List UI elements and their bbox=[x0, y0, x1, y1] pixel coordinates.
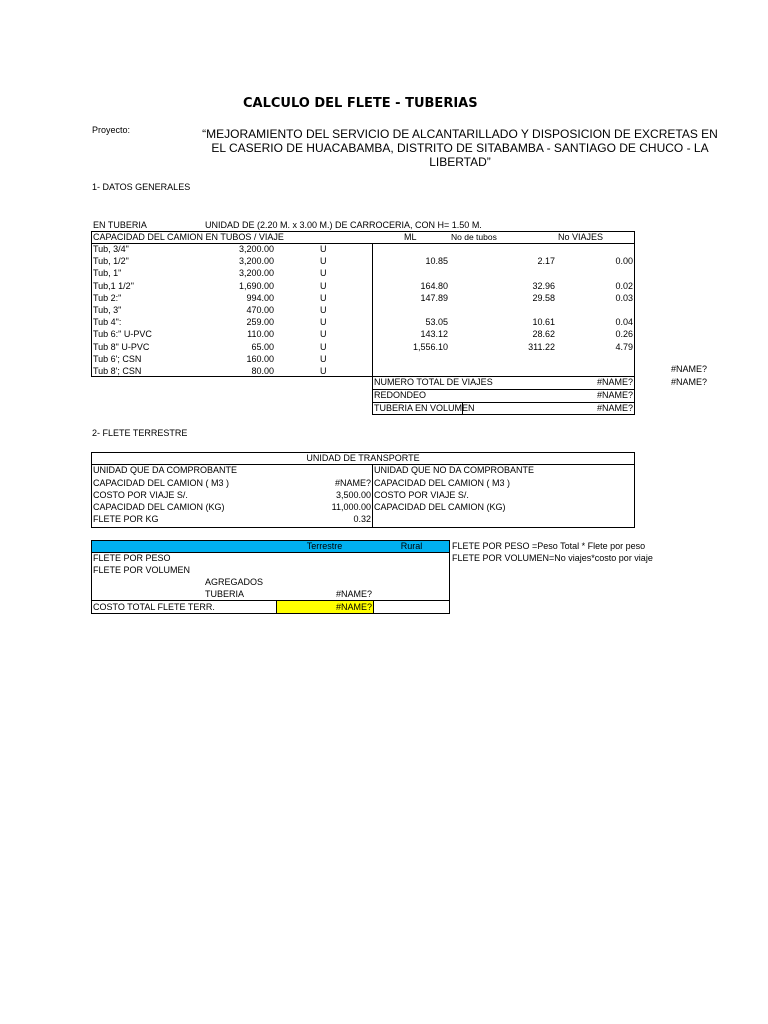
transporte-left-label-0: UNIDAD QUE DA COMPROBANTE bbox=[93, 465, 238, 475]
tubo-name: Tub 6:" U-PVC bbox=[93, 329, 152, 340]
tubo-ml: 53.05 bbox=[425, 317, 448, 328]
unidad-description: UNIDAD DE (2.20 M. x 3.00 M.) DE CARROCERIA, CON H= 1.50 M. bbox=[205, 220, 482, 230]
agregados-label: AGREGADOS bbox=[205, 577, 264, 587]
tubo-viajes: 0.26 bbox=[615, 329, 633, 340]
page-title: CALCULO DEL FLETE - TUBERIAS bbox=[243, 96, 478, 111]
tubo-viajes: 0.02 bbox=[615, 280, 633, 291]
tubos-header-ml: ML bbox=[404, 232, 417, 242]
tubo-name: Tub 2:" bbox=[93, 292, 122, 303]
tubo-name: Tub 4": bbox=[93, 317, 122, 328]
tubo-cantidad: 2.17 bbox=[537, 256, 555, 267]
tubo-name: Tub, 3/4" bbox=[93, 244, 129, 254]
tubo-name: Tub 8'; CSN bbox=[93, 366, 142, 376]
tubo-capacidad: 80.00 bbox=[251, 366, 274, 376]
costo-total-value: #NAME? bbox=[335, 602, 372, 612]
tubo-viajes: 0.03 bbox=[615, 292, 633, 303]
capacidad-kg-value: 11,000.00 bbox=[331, 502, 371, 512]
tuberia-label: TUBERIA bbox=[205, 589, 245, 599]
transporte-right-label-2: COSTO POR VIAJE S/. bbox=[374, 490, 469, 500]
transporte-right-label-0: UNIDAD QUE NO DA COMPROBANTE bbox=[374, 465, 535, 475]
redondeo-value: #NAME? bbox=[596, 390, 633, 400]
tubo-capacidad: 3,200.00 bbox=[238, 244, 274, 254]
tubo-cantidad: 311.22 bbox=[528, 341, 555, 352]
tubo-unidad: U bbox=[320, 353, 327, 364]
tubo-unidad: U bbox=[320, 268, 327, 279]
section-flete-terrestre: 2- FLETE TERRESTRE bbox=[92, 428, 188, 438]
tubo-capacidad: 110.00 bbox=[247, 329, 274, 340]
tuberia-value: #NAME? bbox=[335, 589, 372, 599]
redondeo-label: REDONDEO bbox=[374, 390, 427, 400]
tubo-cantidad: 32.96 bbox=[532, 280, 555, 291]
tubos-header-no-tubos: No de tubos bbox=[451, 232, 497, 242]
note-flete-peso: FLETE POR PESO =Peso Total * Flete por peso bbox=[452, 541, 646, 551]
tubo-capacidad: 1,690.00 bbox=[238, 280, 274, 291]
total-viajes-value: #NAME? bbox=[596, 377, 633, 387]
tubo-name: Tub, 1/2" bbox=[93, 256, 129, 267]
tubo-unidad: U bbox=[320, 341, 327, 352]
tubo-capacidad: 3,200.00 bbox=[238, 256, 274, 267]
transporte-left-label-3: CAPACIDAD DEL CAMION (KG) bbox=[93, 502, 225, 512]
transporte-left-label-4: FLETE POR KG bbox=[93, 514, 159, 524]
section-datos-generales: 1- DATOS GENERALES bbox=[92, 182, 191, 192]
transporte-left-label-1: CAPACIDAD DEL CAMION ( M3 ) bbox=[93, 478, 230, 488]
tubo-viajes: 0.04 bbox=[615, 317, 633, 328]
tubo-name: Tub 8" U-PVC bbox=[93, 341, 150, 352]
proyecto-label: Proyecto: bbox=[92, 125, 131, 135]
tubo-capacidad: 259.00 bbox=[246, 317, 274, 328]
costo-viaje-value: 3,500.00 bbox=[335, 490, 371, 500]
tubo-capacidad: 160.00 bbox=[246, 353, 274, 364]
tubo-unidad: U bbox=[320, 329, 327, 340]
tubo-ml: 147.89 bbox=[420, 292, 448, 303]
flete-volumen-label: FLETE POR VOLUMEN bbox=[93, 565, 191, 575]
tuberia-volumen-value: #NAME? bbox=[596, 403, 633, 413]
tubo-unidad: U bbox=[320, 280, 327, 291]
tubo-viajes: 0.00 bbox=[615, 256, 633, 267]
tubo-ml: 1,556.10 bbox=[412, 341, 448, 352]
tubo-cantidad: 29.58 bbox=[532, 292, 555, 303]
tubo-name: Tub,1 1/2" bbox=[93, 280, 134, 291]
note-flete-volumen: FLETE POR VOLUMEN=No viajes*costo por viaje bbox=[452, 553, 653, 563]
tubo-ml: 10.85 bbox=[425, 256, 448, 267]
tubo-capacidad: 994.00 bbox=[246, 292, 274, 303]
tubo-cantidad: 28.62 bbox=[532, 329, 555, 340]
tubo-capacidad: 3,200.00 bbox=[238, 268, 274, 279]
tubo-cantidad: 10.61 bbox=[532, 317, 555, 328]
tubo-capacidad: 65.00 bbox=[251, 341, 274, 352]
transporte-right-label-3: CAPACIDAD DEL CAMION (KG) bbox=[374, 502, 506, 512]
transporte-left-label-2: COSTO POR VIAJE S/. bbox=[93, 490, 188, 500]
tubo-unidad: U bbox=[320, 305, 327, 315]
tubos-header-no-viajes: No VIAJES bbox=[558, 232, 604, 242]
tubo-capacidad: 470.00 bbox=[246, 305, 274, 315]
capacidad-m3-value: #NAME? bbox=[334, 478, 371, 488]
terrestre-header: Terrestre bbox=[306, 541, 343, 551]
tubo-viajes: 4.79 bbox=[615, 341, 633, 352]
en-tuberia-label: EN TUBERIA bbox=[93, 220, 147, 230]
tubo-name: Tub, 3" bbox=[93, 305, 122, 315]
tubo-ml: 143.12 bbox=[420, 329, 448, 340]
tubo-name: Tub 6'; CSN bbox=[93, 353, 142, 364]
tubo-unidad: U bbox=[320, 244, 327, 254]
flete-peso-label: FLETE POR PESO bbox=[93, 553, 171, 563]
tuberia-volumen-label: TUBERIA EN VOLUMEN bbox=[374, 403, 475, 413]
tubo-unidad: U bbox=[320, 317, 327, 328]
flete-kg-value: 0.32 bbox=[353, 514, 371, 524]
proyecto-text: “MEJORAMIENTO DEL SERVICIO DE ALCANTARILLADO Y DISPOSICION DE EXCRETAS EN EL CASERIO DE HUACABAMBA, DISTRITO DE SITABAMBA - SANTIAGO DE CHUCO - LA LIBERTAD” bbox=[202, 127, 718, 169]
transporte-right-label-1: CAPACIDAD DEL CAMION ( M3 ) bbox=[374, 478, 511, 488]
side-name-value-2: #NAME? bbox=[671, 377, 708, 387]
tubo-unidad: U bbox=[320, 292, 327, 303]
tubo-unidad: U bbox=[320, 366, 327, 376]
tubo-unidad: U bbox=[320, 256, 327, 267]
rural-header: Rural bbox=[400, 541, 423, 551]
costo-total-label: COSTO TOTAL FLETE TERR. bbox=[93, 602, 215, 612]
tubo-ml: 164.80 bbox=[420, 280, 448, 291]
unidad-transporte-header: UNIDAD DE TRANSPORTE bbox=[306, 453, 420, 463]
tubo-name: Tub, 1" bbox=[93, 268, 122, 279]
tubos-header-capacidad: CAPACIDAD DEL CAMION EN TUBOS / VIAJE bbox=[93, 232, 284, 242]
side-name-value-1: #NAME? bbox=[671, 364, 708, 374]
total-viajes-label: NUMERO TOTAL DE VIAJES bbox=[374, 377, 493, 387]
